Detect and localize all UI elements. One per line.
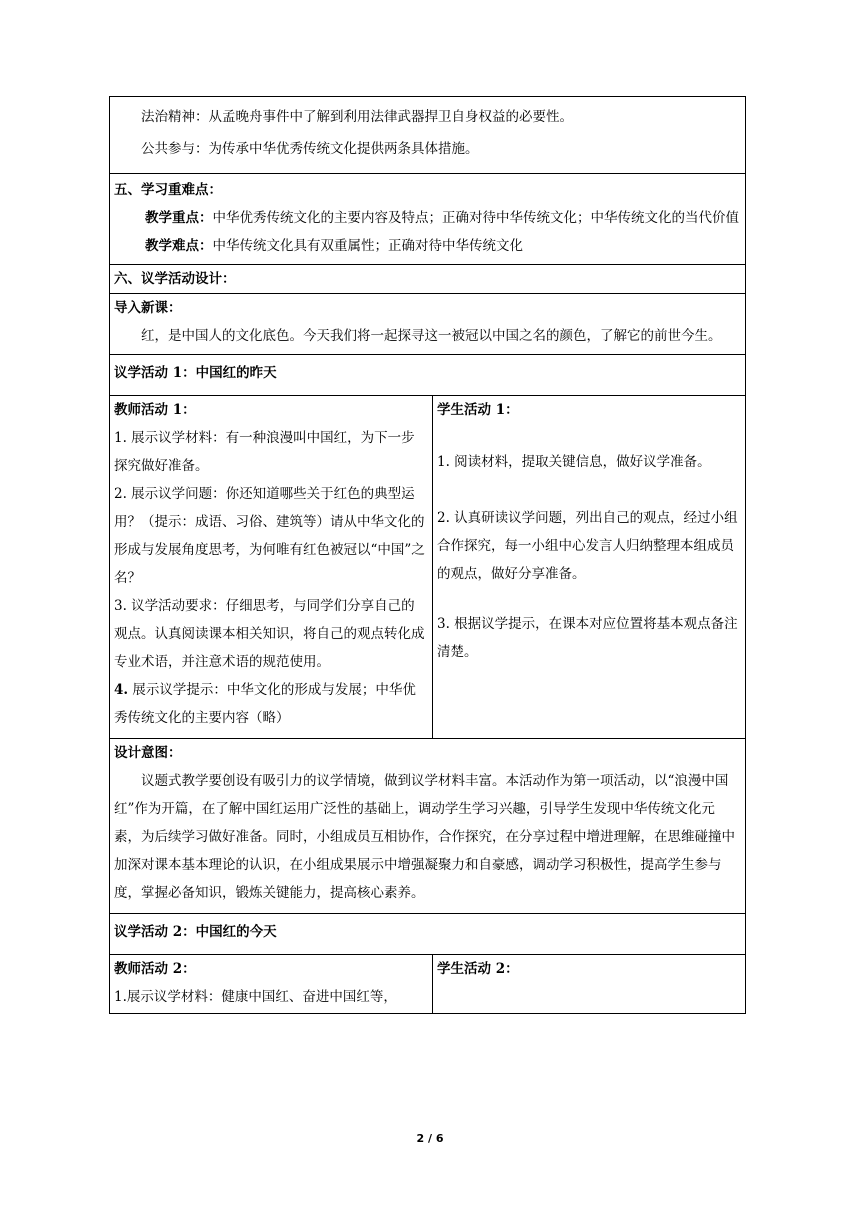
student-activity2-heading: 学生活动 2：: [437, 961, 519, 977]
teacher-item4-number: 4.: [114, 682, 129, 698]
student-activity1-cell: [433, 396, 746, 739]
difficulty-text: 中华传统文化具有双重属性；正确对待中华传统文化: [212, 238, 524, 254]
activity2-heading: 议学活动 2：中国红的今天: [114, 924, 277, 940]
activity1-row: [110, 396, 746, 739]
student-activity1-heading: 学生活动 1：: [437, 402, 519, 418]
teacher-activity1-item: 2. 展示议学问题：你还知道哪些关于红色的典型运用？（提示：成语、习俗、建筑等）请从中华文化的形成与发展角度思考，为何唯有红色被冠以“中国”之名？: [114, 486, 425, 586]
goals-row: [110, 97, 746, 174]
activity2-row: [110, 955, 746, 1014]
key-points-heading: 五、学习重难点：: [114, 182, 222, 198]
intro-heading: 导入新课：: [114, 300, 182, 316]
teacher-item4-text: 展示议学提示：中华文化的形成与发展；中华优秀传统文化的主要内容（略）: [114, 682, 416, 726]
lesson-plan-table: [109, 96, 746, 1014]
difficulty-label: 教学难点：: [145, 238, 213, 254]
intro-text: 红，是中国人的文化底色。今天我们将一起探寻这一被冠以中国之名的颜色，了解它的前世今生。: [141, 328, 722, 344]
activity-design-row: [110, 265, 746, 294]
focus-text: 中华优秀传统文化的主要内容及特点；正确对待中华传统文化；中华传统文化的当代价值: [212, 210, 740, 226]
intro-row: [110, 294, 746, 355]
page-number: 2 / 6: [416, 1132, 444, 1145]
key-points-row: [110, 174, 746, 265]
teacher-activity2-cell: [110, 955, 433, 1014]
focus-paragraph: [114, 204, 741, 232]
activity-design-heading: 六、议学活动设计：: [114, 271, 236, 287]
design-intent-row: [110, 739, 746, 914]
student-activity2-cell: [433, 955, 746, 1014]
teacher-activity2-item: 1.展示议学材料：健康中国红、奋进中国红等，: [114, 989, 397, 1005]
student-activity1-item: 2. 认真研读议学问题，列出自己的观点，经过小组合作探究，每一小组中心发言人归纳整理本组成员的观点，做好分享准备。: [437, 510, 738, 582]
teacher-activity1-item: 1. 展示议学材料：有一种浪漫叫中国红，为下一步探究做好准备。: [114, 430, 415, 474]
design-intent-text: 议题式教学要创设有吸引力的议学情境，做到议学材料丰富。本活动作为第一项活动，以“浪漫中国红”作为开篇，在了解中国红运用广泛性的基础上，调动学生学习兴趣，引导学生发现中华传统文化元素，为后续学习做好准备。同时，小组成员互相协作，合作探究，在分享过程中增进理解，在思维碰撞中加深对课本基本理论的认识，在小组成果展示中增强凝聚力和自豪感，调动学习积极性，提高学生参与度，掌握必备知识，锻炼关键能力，提高核心素养。: [114, 773, 735, 901]
teacher-activity1-item: 3. 议学活动要求：仔细思考，与同学们分享自己的观点。认真阅读课本相关知识，将自己的观点转化成专业术语，并注意术语的规范使用。: [114, 598, 425, 670]
activity1-heading-row: [110, 355, 746, 396]
activity2-heading-row: [110, 914, 746, 955]
legal-spirit-text: 法治精神：从孟晚舟事件中了解到利用法律武器捍卫自身权益的必要性。: [141, 109, 573, 125]
public-participation-text: 公共参与：为传承中华优秀传统文化提供两条具体措施。: [141, 141, 479, 157]
teacher-activity1-item: [114, 676, 428, 732]
student-activity1-item: 3. 根据议学提示，在课本对应位置将基本观点备注清楚。: [437, 616, 738, 660]
teacher-activity2-heading: 教师活动 2：: [114, 961, 196, 977]
student-activity1-item: 1. 阅读材料，提取关键信息，做好议学准备。: [437, 454, 711, 470]
activity1-heading: 议学活动 1：中国红的昨天: [114, 365, 277, 381]
focus-label: 教学重点：: [145, 210, 213, 226]
teacher-activity1-cell: [110, 396, 433, 739]
teacher-activity1-heading: 教师活动 1：: [114, 402, 196, 418]
design-intent-heading: 设计意图：: [114, 745, 182, 761]
difficulty-paragraph: [114, 232, 741, 260]
